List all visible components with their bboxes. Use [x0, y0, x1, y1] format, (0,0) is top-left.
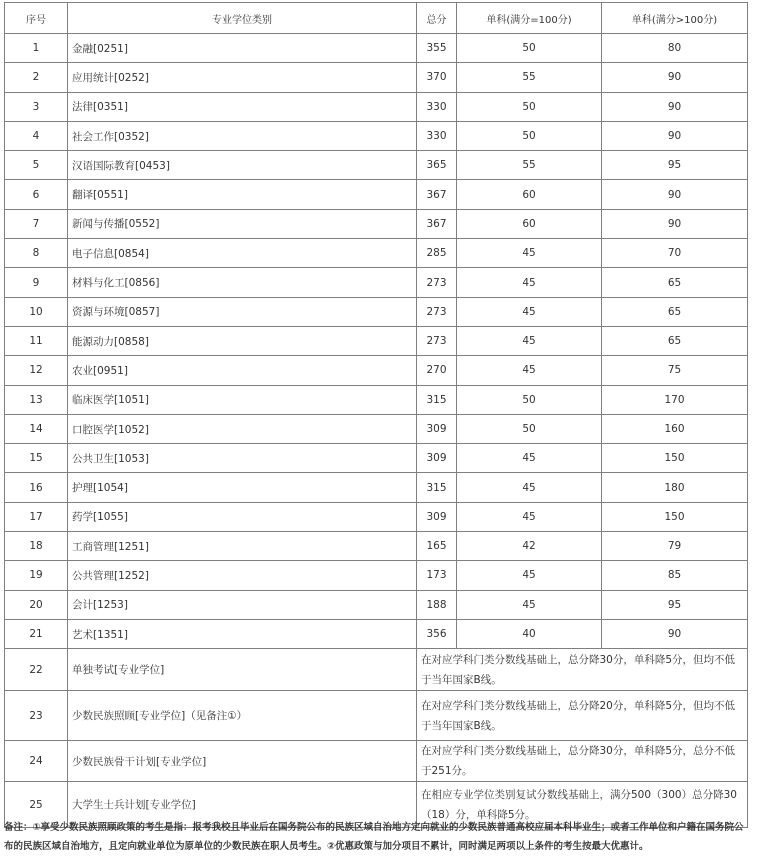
degree-category: 护理[1054]	[68, 473, 417, 502]
single-100-score: 42	[457, 532, 602, 561]
degree-category: 电子信息[0854]	[68, 239, 417, 268]
row-number: 13	[5, 385, 68, 414]
header-single-over-100: 单科(满分>100分)	[602, 3, 748, 34]
single-100-score: 60	[457, 209, 602, 238]
degree-category: 药学[1055]	[68, 502, 417, 531]
row-number: 11	[5, 326, 68, 355]
row-number: 16	[5, 473, 68, 502]
single-100-score: 45	[457, 502, 602, 531]
degree-category: 单独考试[专业学位]	[68, 649, 417, 691]
table-row	[5, 34, 748, 63]
single-100-score: 50	[457, 34, 602, 63]
degree-category: 公共管理[1252]	[68, 561, 417, 590]
total-score: 356	[417, 619, 457, 648]
single-100-score: 55	[457, 63, 602, 92]
single-100-score: 45	[457, 326, 602, 355]
degree-category: 材料与化工[0856]	[68, 268, 417, 297]
row-number: 6	[5, 180, 68, 209]
row-number: 14	[5, 414, 68, 443]
degree-category: 翻译[0551]	[68, 180, 417, 209]
table-row	[5, 561, 748, 590]
degree-category: 能源动力[0858]	[68, 326, 417, 355]
table-row	[5, 502, 748, 531]
degree-category: 法律[0351]	[68, 92, 417, 121]
degree-category: 口腔医学[1052]	[68, 414, 417, 443]
single-100-score: 60	[457, 180, 602, 209]
total-score: 330	[417, 121, 457, 150]
table-row	[5, 180, 748, 209]
single-over-100-score: 75	[602, 356, 748, 385]
table-row	[5, 473, 748, 502]
table-row	[5, 268, 748, 297]
total-score: 273	[417, 297, 457, 326]
table-row	[5, 209, 748, 238]
degree-category: 金融[0251]	[68, 34, 417, 63]
special-row	[5, 649, 748, 691]
table-row	[5, 297, 748, 326]
single-over-100-score: 95	[602, 151, 748, 180]
row-number: 23	[5, 691, 68, 741]
single-over-100-score: 160	[602, 414, 748, 443]
total-score: 309	[417, 414, 457, 443]
row-number: 20	[5, 590, 68, 619]
policy-description: 在对应学科门类分数线基础上，总分降20分，单科降5分，但均不低于当年国家B线。	[417, 691, 748, 741]
special-row	[5, 691, 748, 741]
single-100-score: 45	[457, 444, 602, 473]
table-row	[5, 532, 748, 561]
total-score: 330	[417, 92, 457, 121]
single-over-100-score: 85	[602, 561, 748, 590]
single-100-score: 45	[457, 473, 602, 502]
single-over-100-score: 90	[602, 92, 748, 121]
single-over-100-score: 90	[602, 180, 748, 209]
total-score: 188	[417, 590, 457, 619]
single-100-score: 45	[457, 590, 602, 619]
row-number: 1	[5, 34, 68, 63]
row-number: 19	[5, 561, 68, 590]
policy-description: 在相应专业学位类别复试分数线基础上，满分500（300）总分降30（18）分，单科降5分。	[417, 782, 748, 828]
single-100-score: 45	[457, 268, 602, 297]
single-over-100-score: 90	[602, 619, 748, 648]
total-score: 365	[417, 151, 457, 180]
single-100-score: 40	[457, 619, 602, 648]
row-number: 10	[5, 297, 68, 326]
row-number: 25	[5, 782, 68, 828]
table-row	[5, 239, 748, 268]
row-number: 4	[5, 121, 68, 150]
degree-category: 少数民族照顾[专业学位]（见备注①）	[68, 691, 417, 741]
row-number: 3	[5, 92, 68, 121]
total-score: 165	[417, 532, 457, 561]
policy-description: 在对应学科门类分数线基础上，总分降30分，单科降5分，总分不低于251分。	[417, 741, 748, 782]
row-number: 9	[5, 268, 68, 297]
table-row	[5, 151, 748, 180]
table-row	[5, 414, 748, 443]
total-score: 370	[417, 63, 457, 92]
row-number: 24	[5, 741, 68, 782]
header-row	[5, 3, 748, 34]
degree-category: 少数民族骨干计划[专业学位]	[68, 741, 417, 782]
single-100-score: 50	[457, 121, 602, 150]
total-score: 315	[417, 473, 457, 502]
header-no: 序号	[5, 3, 68, 34]
single-100-score: 45	[457, 561, 602, 590]
degree-category: 工商管理[1251]	[68, 532, 417, 561]
single-over-100-score: 170	[602, 385, 748, 414]
row-number: 18	[5, 532, 68, 561]
total-score: 270	[417, 356, 457, 385]
row-number: 8	[5, 239, 68, 268]
single-100-score: 45	[457, 239, 602, 268]
single-100-score: 50	[457, 414, 602, 443]
footnote: 备注：①享受少数民族照顾政策的考生是指：报考我校且毕业后在国务院公布的民族区域自治地方定向就业的少数民族普通高校应届本科毕业生；或者工作单位和户籍在国务院公布的民族区域自治地方，且定向就业单位为原单位的少数民族在职人员考生。②优惠政策与加分项目不累计，同时满足两项以上条件的考生按最大优惠计。	[4, 822, 744, 852]
row-number: 7	[5, 209, 68, 238]
degree-category: 农业[0951]	[68, 356, 417, 385]
degree-category: 汉语国际教育[0453]	[68, 151, 417, 180]
row-number: 5	[5, 151, 68, 180]
table-row	[5, 356, 748, 385]
header-single-100: 单科(满分=100分)	[457, 3, 602, 34]
table-row	[5, 63, 748, 92]
degree-category: 社会工作[0352]	[68, 121, 417, 150]
single-over-100-score: 70	[602, 239, 748, 268]
single-over-100-score: 90	[602, 121, 748, 150]
single-over-100-score: 90	[602, 63, 748, 92]
degree-category: 临床医学[1051]	[68, 385, 417, 414]
single-over-100-score: 80	[602, 34, 748, 63]
row-number: 12	[5, 356, 68, 385]
degree-category: 资源与环境[0857]	[68, 297, 417, 326]
single-over-100-score: 150	[602, 502, 748, 531]
table-row	[5, 590, 748, 619]
table-row	[5, 619, 748, 648]
total-score: 367	[417, 180, 457, 209]
total-score: 173	[417, 561, 457, 590]
degree-category: 会计[1253]	[68, 590, 417, 619]
single-100-score: 45	[457, 297, 602, 326]
single-over-100-score: 150	[602, 444, 748, 473]
single-over-100-score: 95	[602, 590, 748, 619]
total-score: 309	[417, 502, 457, 531]
table-row	[5, 92, 748, 121]
table-row	[5, 385, 748, 414]
single-over-100-score: 65	[602, 268, 748, 297]
degree-category: 公共卫生[1053]	[68, 444, 417, 473]
total-score: 285	[417, 239, 457, 268]
single-100-score: 50	[457, 385, 602, 414]
score-table	[4, 2, 748, 828]
total-score: 355	[417, 34, 457, 63]
row-number: 2	[5, 63, 68, 92]
degree-category: 大学生士兵计划[专业学位]	[68, 782, 417, 828]
degree-category: 艺术[1351]	[68, 619, 417, 648]
header-total: 总分	[417, 3, 457, 34]
total-score: 309	[417, 444, 457, 473]
total-score: 367	[417, 209, 457, 238]
header-category: 专业学位类别	[68, 3, 417, 34]
table-row	[5, 121, 748, 150]
row-number: 15	[5, 444, 68, 473]
single-over-100-score: 90	[602, 209, 748, 238]
special-row	[5, 741, 748, 782]
total-score: 273	[417, 268, 457, 297]
single-over-100-score: 65	[602, 326, 748, 355]
single-100-score: 55	[457, 151, 602, 180]
single-over-100-score: 79	[602, 532, 748, 561]
single-over-100-score: 65	[602, 297, 748, 326]
total-score: 315	[417, 385, 457, 414]
table-body	[5, 34, 748, 828]
row-number: 17	[5, 502, 68, 531]
policy-description: 在对应学科门类分数线基础上，总分降30分，单科降5分，但均不低于当年国家B线。	[417, 649, 748, 691]
single-100-score: 50	[457, 92, 602, 121]
table-row	[5, 326, 748, 355]
single-over-100-score: 180	[602, 473, 748, 502]
degree-category: 新闻与传播[0552]	[68, 209, 417, 238]
total-score: 273	[417, 326, 457, 355]
degree-category: 应用统计[0252]	[68, 63, 417, 92]
single-100-score: 45	[457, 356, 602, 385]
table-row	[5, 444, 748, 473]
row-number: 22	[5, 649, 68, 691]
row-number: 21	[5, 619, 68, 648]
